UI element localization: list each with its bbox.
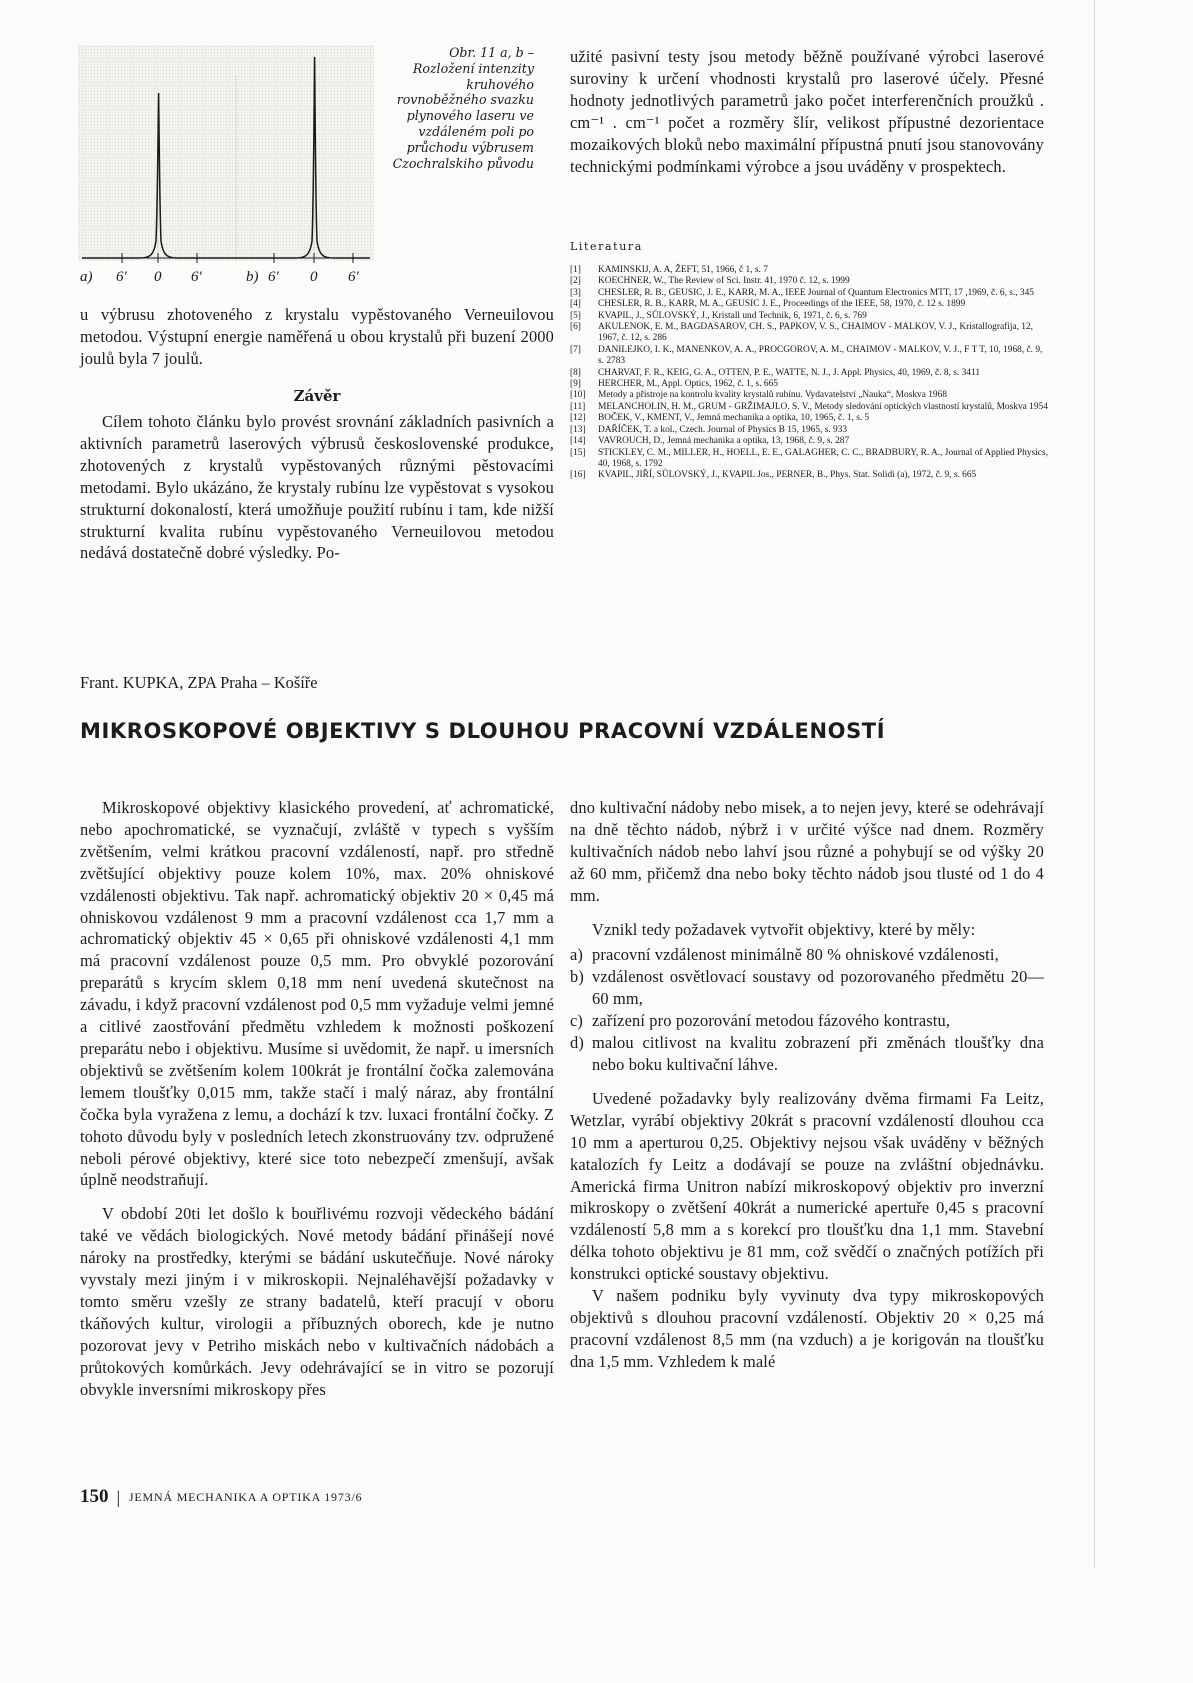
reference-item (570, 265, 1050, 276)
axis-label-b: b) (246, 269, 259, 285)
reference-item (570, 288, 1050, 299)
reference-number: [11] (570, 401, 586, 412)
reference-text: DAŘÍČEK, T. a kol., Czech. Journal of Physics B 15, 1965, s. 933 (598, 424, 848, 435)
paragraph-passive-tests: užité pasivní testy jsou metody běžně používané výrobci laserové suroviny k určení vhodnosti krystalů pro laserové účely. Přesné hodnoty jednotlivých parametrů jako počet interferenčních proužků . cm⁻¹ . cm⁻¹ počet a rozměry šlír, velikost přípustné dezorientace mozaikových bloků nebo maximální přípustná pnutí jsou stanovovány technickými podmínkami výrobce a jsou uváděny v prospektech. (570, 47, 1044, 176)
reference-text: STICKLEY, C. M., MILLER, H., HOELL, E. E., GALAGHER, C. C., BRADBURY, R. A., Journal of Applied Physics, 40, 1968, s. 1792 (598, 447, 1048, 469)
reference-item (570, 368, 1050, 379)
page-footer (80, 1486, 362, 1508)
article-title: MIKROSKOPOVÉ OBJEKTIVY S DLOUHOU PRACOVNÍ VZDÁLENOSTÍ (80, 719, 886, 743)
reference-text: KVAPIL, J., SŮLOVSKÝ, J., Kristall und Technik, 6, 1971, č. 6, s. 769 (598, 310, 867, 321)
reference-number: [6] (570, 322, 581, 333)
reference-item (570, 390, 1050, 401)
reference-number: [1] (570, 265, 581, 275)
reference-number: [15] (570, 447, 586, 458)
axis-tick-label: 6' (268, 269, 279, 285)
requirement-marker: a) (570, 945, 584, 965)
reference-number: [16] (570, 470, 586, 481)
reference-item (570, 413, 1050, 424)
paragraph-verneuil: u výbrusu zhotoveného z krystalu vypěstovaného Verneuilovou metodou. Výstupní energie naměřená u obou krystalů při buzení 2000 joulů byla 7 joulů. (80, 305, 554, 368)
reference-item (570, 470, 1050, 481)
axis-label-a: a) (80, 269, 93, 285)
requirement-text: zařízení pro pozorování metodou fázového kontrastu, (592, 1011, 951, 1031)
reference-item (570, 425, 1050, 436)
reference-number: [10] (570, 390, 586, 401)
article-column-right (570, 797, 1044, 1373)
body-paragraph: Vznikl tedy požadavek vytvořit objektivy, které by měly: (592, 919, 976, 939)
reference-text: DANILEJKO, I. K., MANENKOV, A. A., PROCGOROV, A. M., CHAIMOV - MALKOV, V. J., F T T, 10, 1968, č. 9, s. 2783 (598, 344, 1043, 367)
reference-number: [9] (570, 379, 581, 390)
reference-item (570, 448, 1050, 471)
axis-tick-label: 6' (348, 269, 359, 285)
footer-separator: | (116, 1486, 121, 1507)
reference-text: CHESLER, R. B., GEUSIC, J. E., KARR, M. A., IEEE Journal of Quantum Electronics MTT, 17 ,1969, č. 6, s., 345 (598, 287, 1034, 298)
body-paragraph: V období 20ti let došlo k bouřlivému rozvoji vědeckého bádání také ve vědách biologických. Nové metody bádání přinášejí nové nároky na prostředky, kterými se bádání uskutečňuje. Nové nároky vyvstaly mezi jiným i v mikroskopii. Nejnaléhavější požadavky v tomto směru vzešly ze strany badatelů, kteří pracují v oboru tkáňových kultur, virologii a příbuzných oborech, kde je nutno pozorovat jevy v Petriho miskách nebo v kultivačních nádobách a průtokových komůrkách. Jevy odehrávající se in vitro se pozorují obvykle inversními mikroskopy přes (80, 1204, 554, 1399)
reference-number: [13] (570, 424, 586, 435)
figure-background (78, 45, 374, 261)
reference-item (570, 299, 1050, 310)
reference-item (570, 276, 1050, 287)
reference-number: [4] (570, 299, 581, 310)
requirement-item (570, 1010, 1044, 1032)
reference-item (570, 322, 1050, 345)
reference-number: [12] (570, 413, 586, 424)
reference-item (570, 345, 1050, 368)
reference-text: KVAPIL, JIŘÍ, SŮLOVSKÝ, J., KVAPIL Jos., PERNER, B., Phys. Stat. Solidi (a), 1972, č. 9, s. 665 (598, 470, 977, 481)
reference-number: [3] (570, 287, 581, 298)
reference-number: [8] (570, 367, 581, 378)
reference-text: BOČEK, V., KMENT, V., Jemná mechanika a optika, 10, 1965, č. 1, s. 5 (598, 413, 870, 424)
requirement-marker: b) (570, 967, 584, 987)
reference-item (570, 436, 1050, 447)
page-number: 150 (80, 1486, 109, 1507)
axis-tick-label: 6' (191, 269, 202, 285)
axis-tick-label: 6' (116, 269, 127, 285)
figure-caption: Obr. 11 a, b – Rozložení intenzity kruhového rovnoběžného svazku plynového laseru ve vzdáleném poli po průchodu výbrusem Czochralskiho původu (392, 45, 534, 171)
reference-number: [7] (570, 344, 581, 355)
literature-heading: Literatura (570, 240, 643, 253)
reference-number: [14] (570, 436, 586, 447)
reference-text: KOECHNER, W., The Review of Sci. Instr. 41, 1970 č. 12, s. 1999 (598, 276, 850, 287)
journal-name: JEMNÁ MECHANIKA A OPTIKA 1973/6 (128, 1489, 363, 1504)
article-author: Frant. KUPKA, ZPA Praha – Košíře (80, 673, 318, 692)
reference-text: Metody a přístroje na kontrolu kvality krystalů rubínu. Vydavatelství „Nauka“, Moskva 1968 (598, 390, 947, 401)
reference-number: [5] (570, 310, 581, 321)
reference-text: MELANCHOLIN, H. M., GRUM - GRŽIMAJLO. S. V., Metody sledování optických vlastností krystalů, Moskva 1954 (598, 401, 1048, 412)
conclusion-paragraph: Cílem tohoto článku bylo provést srovnání základních pasivních a aktivních parametrů laserových výbrusů československé produkce, zhotovených z krystalů vypěstovaných různými pěstovacími metodami. Bylo ukázáno, že krystaly rubínu lze vypěstovat s vysokou strukturní dokonalostí, která umožňuje použití rubínu i tam, kde nižší strukturní kvalita rubínu vypěstovaného Verneuilovou metodou nedává dostatečně dobré výsledky. Po- (80, 412, 554, 563)
intensity-figure (78, 45, 374, 285)
requirement-marker: d) (570, 1033, 584, 1053)
requirement-text: pracovní vzdálenost minimálně 80 % ohniskové vzdálenosti, (592, 945, 999, 965)
reference-item (570, 311, 1050, 322)
requirement-text: malou citlivost na kvalitu zobrazení při změnách tloušťky dna nebo boku kultivační láhve. (592, 1033, 1044, 1074)
axis-tick-label: 0 (154, 269, 162, 285)
page-edge-line (1094, 0, 1095, 1568)
requirement-item (570, 1032, 1044, 1076)
reference-text: HERCHER, M., Appl. Optics, 1962, č. 1, s. 665 (598, 379, 778, 390)
body-paragraph: dno kultivační nádoby nebo misek, a to nejen jevy, které se odehrávají na dně těchto nádob, nýbrž i v určité výšce nad dnem. Rozměry kultivačních nádob nebo lahví jsou různé a pohybují se od výšky 20 až 60 mm, přičemž dna nebo boky těchto nádob jsou tlusté od 1 do 4 mm. (570, 798, 1044, 905)
body-paragraph: V našem podniku byly vyvinuty dva typy mikroskopových objektivů s dlouhou pracovní vzdáleností. Objektiv 20 × 0,25 má pracovní vzdálenost 8,5 mm (na vzduch) a je korigován na tloušťku dna 1,5 mm. Vzhledem k malé (570, 1286, 1044, 1371)
requirement-marker: c) (570, 1011, 584, 1031)
reference-item (570, 379, 1050, 390)
article-column-left (80, 797, 554, 1400)
reference-list (570, 265, 1050, 482)
reference-text: AKULENOK, E. M., BAGDASAROV, CH. S., PAPKOV, V. S., CHAIMOV - MALKOV, V. J., Kristallografija, 12, 1967, č. 12, s. 286 (598, 322, 1034, 344)
conclusion-heading: Závěr (293, 387, 341, 405)
reference-text: VAVROUCH, D., Jemná mechanika a optika, 13, 1968, č. 9, s. 287 (598, 436, 850, 447)
reference-item (570, 402, 1050, 413)
body-paragraph: Mikroskopové objektivy klasického provedení, ať achromatické, nebo apochromatické, se vyznačují, zvláště v typech s vyšším zvětšením, velmi krátkou pracovní vzdáleností, např. pro středně zvětšující objektivy pouze kolem 10%, max. 20% ohniskové vzdálenosti objektivu. Tak např. achromatický objektiv 20 × 0,45 má ohniskovou vzdálenost 9 mm a pracovní vzdálenost cca 1,7 mm a achromatický objektiv 45 × 0,65 při ohniskové vzdálenosti 4,1 mm má pracovní vzdálenost pouze 0,5 mm. Pro obvyklé pozorování preparátů s krycím sklem 0,18 mm není uvedená skutečnost na závadu, i když pracovní vzdálenost pod 0,5 mm vyžaduje velmi jemné a citlivé zaostřování předmětu vzhledem k možnosti poškození preparátu nebo i objektivu. Musíme si uvědomit, že např. u imersních objektivů se zvětšením kolem 100krát je frontální čočka zalemována lemem tloušťky 0,015 mm, takže stačí i malý náraz, aby frontální čočka byla vyražena z lemu, a dochází k tzv. luxaci frontální čočky. Z tohoto důvodu byly v posledních letech zkonstruovány tzv. odpružené neboli pérové objektivy, které sice toto nebezpečí zmenšují, avšak úplně neodstraňují. (80, 798, 554, 1190)
reference-text: KAMINSKIJ, A. A, ŽEFT, 51, 1966, č 1, s. 7 (598, 265, 768, 275)
reference-number: [2] (570, 276, 581, 287)
requirement-text: vzdálenost osvětlovací soustavy od pozorovaného předmětu 20—60 mm, (592, 967, 1044, 1009)
axis-tick-label: 0 (310, 269, 318, 285)
reference-text: CHESLER, R. B., KARR, M. A., GEUSIC J. E., Proceedings of the IEEE, 58, 1970, č. 12 s. 1899 (598, 299, 966, 310)
body-paragraph: Uvedené požadavky byly realizovány dvěma firmami Fa Leitz, Wetzlar, vyrábí objektivy 20krát s pracovní vzdáleností dlouhou cca 10 mm a aperturou 0,25. Objektivy nejsou však uváděny v běžných katalozích fy Leitz a dodávají se pouze na zvláštní objednávku. Americká firma Unitron nabízí mikroskopový objektiv pro inverzní mikroskopy o zvětšení 40krát a numerické apertuře 0,45 s pracovní vzdáleností 5,8 mm a s korekcí pro tloušťku dna 1,1 mm. Stavební délka tohoto objektivu je 81 mm, což svědčí o značných potížích při konstrukci optické soustavy objektivu. (570, 1088, 1044, 1284)
requirement-item (570, 944, 1044, 966)
reference-text: CHARVAT, F. R., KEIG, G. A., OTTEN, P. E., WATTE, N. J., J. Appl. Physics, 40, 1969, č. 8, s. 3411 (598, 367, 981, 378)
requirement-item (570, 966, 1044, 1010)
